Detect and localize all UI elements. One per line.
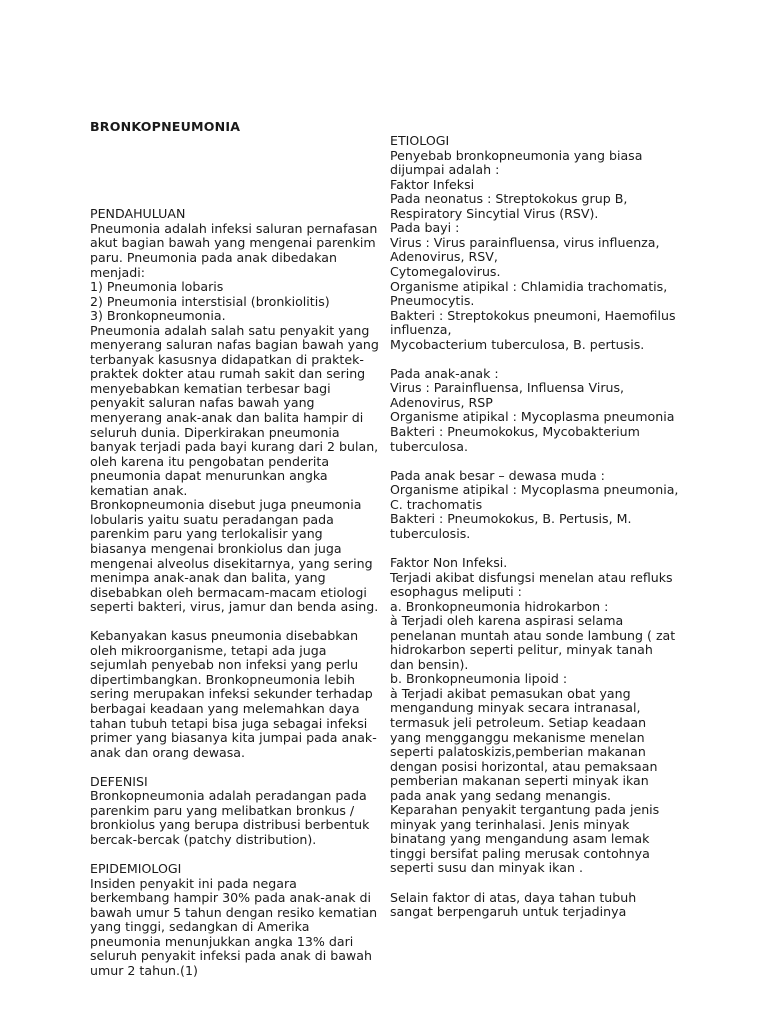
text-line: seperti susu dan minyak ikan . (390, 860, 583, 876)
text-line: bercak-bercak (patchy distribution). (90, 831, 317, 847)
text-line: EPIDEMIOLOGI (90, 860, 182, 876)
text-line: tinggi bersifat paling merusak contohnya (390, 845, 650, 861)
text-line: dengan posisi horizontal, atau pemaksaan (390, 758, 658, 774)
text-line: Adenovirus, RSV, (390, 249, 498, 265)
text-line: 3) Bronkopneumonia. (90, 308, 226, 324)
text-line: à Terjadi oleh karena aspirasi selama (390, 613, 624, 629)
paragraph-spacer (90, 760, 380, 775)
text-line: influenza, (390, 322, 452, 338)
right-column-text (390, 134, 690, 920)
paragraph-spacer (390, 454, 690, 469)
text-line: Adenovirus, RSP (390, 394, 493, 410)
text-line: menimpa anak-anak dan balita, yang (90, 570, 326, 586)
text-line: anak dan orang dewasa. (90, 744, 246, 760)
text-line: 1) Pneumonia lobaris (90, 279, 224, 295)
text-line: Bronkopneumonia disebut juga pneumonia (90, 497, 362, 513)
text-line: banyak terjadi pada bayi kurang dari 2 bulan, (90, 439, 379, 455)
text-line: mengenai alveolus disekitarnya, yang sering (90, 555, 373, 571)
text-line: menyebabkan kematian terbesar bagi (90, 380, 331, 396)
text-line: kematian anak. (90, 482, 188, 498)
text-line: pneumonia dapat menurunkan angka (90, 468, 328, 484)
text-line: Keparahan penyakit tergantung pada jenis (390, 802, 660, 818)
text-line: oleh mikroorganisme, tetapi ada juga (90, 642, 327, 658)
text-line: Virus : Parainfluensa, Influensa Virus, (390, 380, 625, 396)
text-line: Organisme atipikal : Chlamidia trachomatis, (390, 278, 668, 294)
text-line: pada anak yang sedang menangis. (390, 787, 612, 803)
text-line: dipertimbangkan. Bronkopneumonia lebih (90, 671, 355, 687)
text-line: DEFENISI (90, 773, 148, 789)
text-line: tahan tubuh tetapi bisa juga sebagai infeksi (90, 715, 368, 731)
text-line: menyerang anak-anak dan balita hampir di (90, 410, 364, 426)
text-line: Mycobacterium tuberculosa, B. pertusis. (390, 336, 645, 352)
text-line: bronkiolus yang berupa distribusi berbentuk (90, 817, 370, 833)
text-line: paru. Pneumonia pada anak dibedakan (90, 250, 337, 266)
text-line: mengandung minyak secara intranasal, (390, 700, 641, 716)
text-line: minyak yang terinhalasi. Jenis minyak (390, 816, 630, 832)
text-line: Organisme atipikal : Mycoplasma pneumonia (390, 409, 675, 425)
text-line: Organisme atipikal : Mycoplasma pneumonia, (390, 482, 679, 498)
text-line: à Terjadi akibat pemasukan obat yang (390, 685, 631, 701)
text-line: ETIOLOGI (390, 133, 450, 149)
text-line: sangat berpengaruh untuk terjadinya (390, 904, 627, 920)
text-line: tuberculosis. (390, 525, 471, 541)
text-line: binatang yang mengandung asam lemak (390, 831, 650, 847)
text-line: sering merupakan infeksi sekunder terhadap (90, 686, 373, 702)
text-line: Faktor Infeksi (390, 176, 475, 192)
text-line: Pneumocytis. (390, 293, 475, 309)
left-column (90, 91, 380, 1007)
text-line: Pada bayi : (390, 220, 460, 236)
text-line: umur 2 tahun.(1) (90, 962, 198, 978)
text-line: parenkim paru yang melibatkan bronkus / (90, 802, 355, 818)
text-line: yang tinggi, sedangkan di Amerika (90, 919, 310, 935)
text-line: yang mengganggu mekanisme menelan (390, 729, 645, 745)
text-line: Pada anak besar – dewasa muda : (390, 467, 605, 483)
text-line: pneumonia menunjukkan angka 13% dari (90, 933, 354, 949)
text-line: parenkim paru yang terlokalisir yang (90, 526, 323, 542)
text-line: Bakteri : Streptokokus pneumoni, Haemofilus (390, 307, 676, 323)
text-line: akut bagian bawah yang mengenai parenkim (90, 235, 376, 251)
text-line: dan bensin). (390, 656, 469, 672)
left-column-text (90, 207, 380, 978)
text-line: termasuk jeli petroleum. Setiap keadaan (390, 714, 647, 730)
spacer (90, 164, 380, 179)
text-line: 2) Pneumonia interstisial (bronkiolitis) (90, 293, 330, 309)
paragraph-spacer (90, 615, 380, 630)
text-line: a. Bronkopneumonia hidrokarbon : (390, 598, 609, 614)
text-line: seluruh penyakit infeksi pada anak di bawah (90, 948, 372, 964)
text-line: oleh karena itu pengobatan penderita (90, 453, 330, 469)
right-column (390, 105, 690, 949)
paragraph-spacer (390, 541, 690, 556)
text-line: sejumlah penyebab non infeksi yang perlu (90, 657, 359, 673)
text-line: menyerang saluran nafas bagian bawah yang (90, 337, 379, 353)
document-title: BRONKOPNEUMONIA (90, 119, 241, 135)
text-line: berbagai keadaan yang melemahkan daya (90, 700, 360, 716)
text-line: dijumpai adalah : (390, 162, 500, 178)
text-line: esophagus meliputi : (390, 584, 522, 600)
text-line: terbanyak kasusnya didapatkan di praktek- (90, 351, 364, 367)
text-line: Virus : Virus parainfluensa, virus influenza, (390, 234, 660, 250)
text-line: Pneumonia adalah salah satu penyakit yang (90, 322, 370, 338)
text-line: lobularis yaitu suatu peradangan pada (90, 511, 334, 527)
text-line: menjadi: (90, 264, 145, 280)
text-line: Terjadi akibat disfungsi menelan atau refluks (390, 569, 673, 585)
text-line: C. trachomatis (390, 496, 483, 512)
text-line: Cytomegalovirus. (390, 264, 501, 280)
text-line: bawah umur 5 tahun dengan resiko kematian (90, 904, 378, 920)
text-line: Pada neonatus : Streptokokus grup B, (390, 191, 628, 207)
text-line: seluruh dunia. Diperkirakan pneumonia (90, 424, 340, 440)
text-line: tuberculosa. (390, 438, 468, 454)
text-line: penyakit saluran nafas bawah yang (90, 395, 315, 411)
text-line: penelanan muntah atau sonde lambung ( zat (390, 627, 676, 643)
text-line: praktek dokter atau rumah sakit dan sering (90, 366, 366, 382)
paragraph-spacer (390, 876, 690, 891)
text-line: biasanya mengenai bronkiolus dan juga (90, 540, 342, 556)
text-line: seperti bakteri, virus, jamur dan benda asing. (90, 599, 379, 615)
paragraph-spacer (390, 352, 690, 367)
text-line: disebabkan oleh bermacam-macam etiologi (90, 584, 367, 600)
text-line: hidrokarbon seperti pelitur, minyak tanah (390, 642, 653, 658)
text-line: Bronkopneumonia adalah peradangan pada (90, 788, 367, 804)
text-line: seperti palatoskizis,pemberian makanan (390, 744, 646, 760)
text-line: PENDAHULUAN (90, 206, 186, 222)
text-line: Pada anak-anak : (390, 365, 499, 381)
text-line: Insiden penyakit ini pada negara (90, 875, 297, 891)
text-line: primer yang biasanya kita jumpai pada anak- (90, 730, 377, 746)
text-line: Bakteri : Pneumokokus, B. Pertusis, M. (390, 511, 632, 527)
text-line: Penyebab bronkopneumonia yang biasa (390, 147, 643, 163)
text-line: Faktor Non Infeksi. (390, 554, 508, 570)
text-line: Respiratory Sincytial Virus (RSV). (390, 205, 599, 221)
text-line: Selain faktor di atas, daya tahan tubuh (390, 889, 637, 905)
text-line: b. Bronkopneumonia lipoid : (390, 671, 568, 687)
text-line: pemberian makanan seperti minyak ikan (390, 773, 649, 789)
text-line: Bakteri : Pneumokokus, Mycobakterium (390, 424, 640, 440)
paragraph-spacer (90, 847, 380, 862)
text-line: Kebanyakan kasus pneumonia disebabkan (90, 628, 359, 644)
text-line: Pneumonia adalah infeksi saluran pernafasan (90, 220, 378, 236)
text-line: berkembang hampir 30% pada anak-anak di (90, 890, 371, 906)
